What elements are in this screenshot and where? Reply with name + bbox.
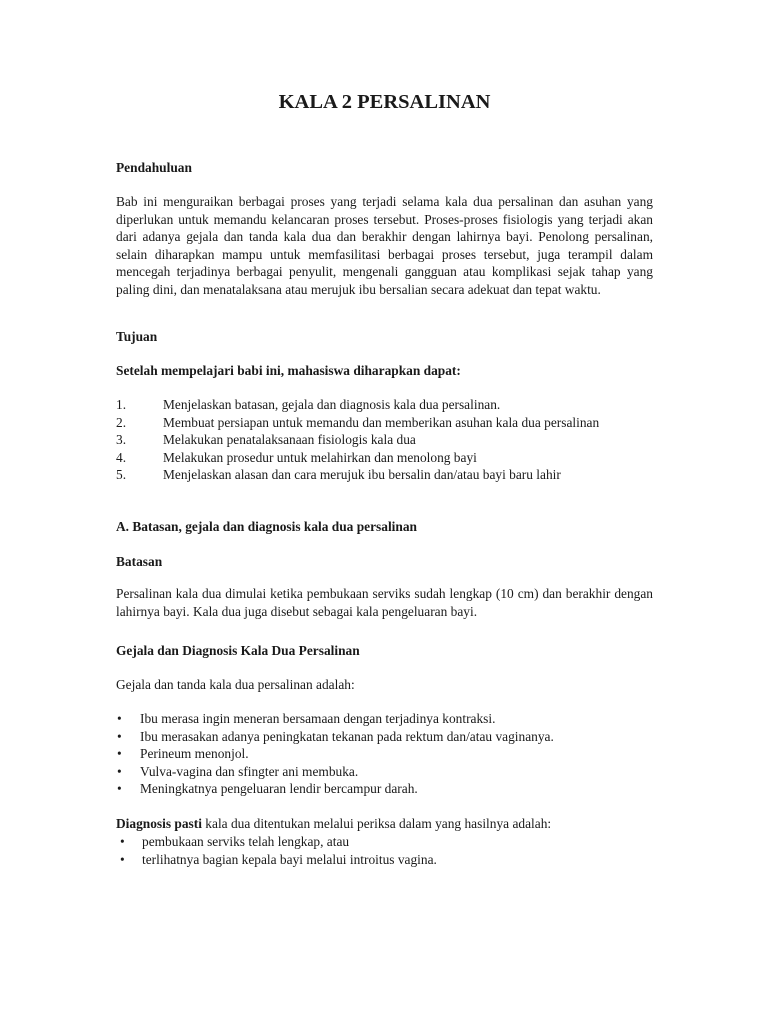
- list-text: Meningkatnya pengeluaran lendir bercampur darah.: [140, 781, 418, 796]
- list-number: 2.: [116, 414, 127, 430]
- goals-list: [116, 396, 653, 484]
- list-item: [116, 763, 653, 781]
- list-item: [116, 728, 653, 746]
- list-item: [116, 745, 653, 763]
- list-item: [116, 833, 653, 851]
- gejala-lead: Gejala dan tanda kala dua persalinan adalah:: [116, 677, 355, 692]
- intro-paragraph: Bab ini menguraikan berbagai proses yang terjadi selama kala dua persalinan dan asuhan yang diperlukan untuk memandu kelancaran proses tersebut. Proses-proses fisiologis yang terjadi akan dari adanya gejala dan tanda kala dua dan berakhir dengan lahirnya bayi. Penolong persalinan, selain diharapkan mampu untuk memfasilitasi berbagai proses tersebut, juga terampil dalam mencegah terjadinya berbagai penyulit, mengenali gangguan atau komplikasi sejak tahap yang paling dini, dan menatalaksana atau merujuk ibu bersalian secara adekuat dan tepat waktu.: [116, 194, 653, 297]
- list-item: [116, 414, 653, 432]
- bullet-icon: •: [117, 763, 122, 779]
- goals-lead: Setelah mempelajari babi ini, mahasiswa diharapkan dapat:: [116, 363, 461, 378]
- list-text: Ibu merasakan adanya peningkatan tekanan pada rektum dan/atau vaginanya.: [140, 728, 554, 744]
- list-number: 5.: [116, 467, 127, 482]
- list-text: Melakukan prosedur untuk melahirkan dan menolong bayi: [163, 449, 477, 465]
- heading-gejala: Gejala dan Diagnosis Kala Dua Persalinan: [116, 643, 360, 658]
- diagnosis-list: [116, 833, 653, 868]
- list-item: [116, 851, 653, 869]
- heading-tujuan: Tujuan: [116, 329, 158, 344]
- batasan-paragraph: Persalinan kala dua dimulai ketika pembukaan serviks sudah lengkap (10 cm) dan berakhir dengan lahirnya bayi. Kala dua juga disebut sebagai kala pengeluaran bayi.: [116, 586, 653, 619]
- list-item: [116, 449, 653, 467]
- signs-list: [116, 710, 653, 798]
- list-text: Vulva-vagina dan sfingter ani membuka.: [140, 763, 359, 779]
- bullet-icon: •: [117, 711, 122, 726]
- list-number: 1.: [116, 397, 127, 412]
- list-item: [116, 396, 653, 414]
- diagnosis-lead-text: kala dua ditentukan melalui periksa dalam yang hasilnya adalah:: [201, 816, 552, 831]
- bullet-icon: •: [117, 781, 122, 796]
- list-text: Menjelaskan alasan dan cara merujuk ibu bersalin dan/atau bayi baru lahir: [163, 467, 561, 482]
- bullet-icon: •: [120, 834, 125, 849]
- list-text: Membuat persiapan untuk memandu dan memberikan asuhan kala dua persalinan: [163, 414, 600, 430]
- list-item: [116, 780, 653, 798]
- list-text: pembukaan serviks telah lengkap, atau: [142, 834, 350, 849]
- list-item: [116, 431, 653, 449]
- document-title: KALA 2 PERSALINAN: [278, 91, 491, 113]
- bullet-icon: •: [117, 728, 122, 744]
- diagnosis-bold-term: Diagnosis pasti: [116, 816, 202, 831]
- list-item: [116, 466, 653, 484]
- heading-section-a: A. Batasan, gejala dan diagnosis kala dua persalinan: [116, 519, 417, 534]
- list-text: Ibu merasa ingin meneran bersamaan dengan terjadinya kontraksi.: [140, 711, 496, 726]
- list-text: terlihatnya bagian kepala bayi melalui introitus vagina.: [142, 851, 437, 867]
- bullet-icon: •: [120, 851, 125, 867]
- heading-pendahuluan: Pendahuluan: [116, 160, 192, 175]
- list-text: Perineum menonjol.: [140, 746, 249, 761]
- heading-batasan: Batasan: [116, 554, 163, 569]
- list-item: [116, 710, 653, 728]
- list-number: 4.: [116, 449, 127, 465]
- list-text: Melakukan penatalaksanaan fisiologis kala dua: [163, 432, 416, 447]
- list-text: Menjelaskan batasan, gejala dan diagnosis kala dua persalinan.: [163, 397, 501, 412]
- list-number: 3.: [116, 432, 127, 447]
- bullet-icon: •: [117, 746, 122, 761]
- diagnosis-lead: [116, 815, 653, 833]
